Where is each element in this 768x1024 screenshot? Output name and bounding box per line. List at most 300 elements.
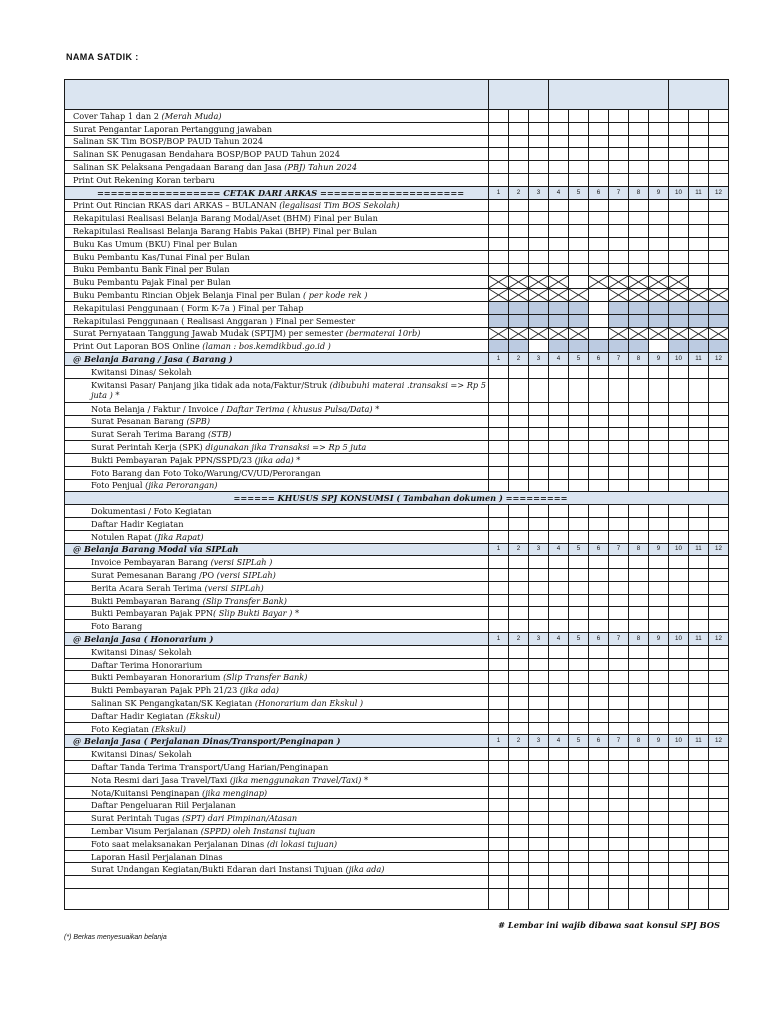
- month-checkbox-cell[interactable]: [549, 594, 569, 607]
- month-checkbox-cell[interactable]: [709, 378, 729, 402]
- month-checkbox-cell[interactable]: [669, 199, 689, 212]
- month-checkbox-cell[interactable]: [649, 594, 669, 607]
- month-checkbox-cell[interactable]: [689, 402, 709, 415]
- month-checkbox-cell[interactable]: [649, 799, 669, 812]
- month-checkbox-cell[interactable]: [569, 415, 589, 428]
- month-checkbox-cell[interactable]: [509, 466, 529, 479]
- month-checkbox-cell[interactable]: [489, 517, 509, 530]
- month-checkbox-cell[interactable]: [609, 799, 629, 812]
- month-checkbox-cell[interactable]: [689, 263, 709, 276]
- month-checkbox-cell[interactable]: [509, 517, 529, 530]
- month-checkbox-cell[interactable]: [489, 556, 509, 569]
- month-checkbox-cell[interactable]: [669, 645, 689, 658]
- month-checkbox-cell[interactable]: [649, 786, 669, 799]
- month-checkbox-cell[interactable]: [529, 697, 549, 710]
- month-checkbox-cell[interactable]: [589, 825, 609, 838]
- month-checkbox-cell[interactable]: [609, 199, 629, 212]
- month-checkbox-cell[interactable]: [549, 722, 569, 735]
- month-checkbox-cell[interactable]: [689, 225, 709, 238]
- month-checkbox-cell[interactable]: [669, 748, 689, 761]
- month-checkbox-cell[interactable]: [689, 748, 709, 761]
- month-checkbox-cell[interactable]: [569, 850, 589, 863]
- month-checkbox-cell[interactable]: [689, 250, 709, 263]
- month-checkbox-cell[interactable]: [509, 607, 529, 620]
- month-checkbox-cell[interactable]: [589, 441, 609, 454]
- month-checkbox-cell[interactable]: [609, 110, 629, 123]
- month-checkbox-cell[interactable]: [509, 556, 529, 569]
- month-checkbox-cell[interactable]: [529, 122, 549, 135]
- month-checkbox-cell[interactable]: [689, 173, 709, 186]
- month-checkbox-cell[interactable]: [529, 237, 549, 250]
- month-checkbox-cell[interactable]: [609, 402, 629, 415]
- month-checkbox-cell[interactable]: [569, 237, 589, 250]
- month-checkbox-cell[interactable]: [589, 517, 609, 530]
- month-checkbox-cell[interactable]: [569, 812, 589, 825]
- month-checkbox-cell[interactable]: [629, 594, 649, 607]
- month-checkbox-cell[interactable]: [589, 620, 609, 633]
- month-checkbox-cell[interactable]: [669, 569, 689, 582]
- month-checkbox-cell[interactable]: [549, 620, 569, 633]
- month-checkbox-cell[interactable]: [549, 148, 569, 161]
- month-checkbox-cell[interactable]: [529, 569, 549, 582]
- month-checkbox-cell[interactable]: [689, 786, 709, 799]
- month-checkbox-cell[interactable]: [529, 161, 549, 174]
- month-checkbox-cell[interactable]: [709, 594, 729, 607]
- month-checkbox-cell[interactable]: [529, 263, 549, 276]
- month-checkbox-cell[interactable]: [509, 428, 529, 441]
- month-checkbox-cell[interactable]: [629, 466, 649, 479]
- month-checkbox-cell[interactable]: [589, 530, 609, 543]
- month-checkbox-cell[interactable]: [589, 709, 609, 722]
- month-checkbox-cell[interactable]: [709, 517, 729, 530]
- month-checkbox-cell[interactable]: [609, 453, 629, 466]
- month-checkbox-cell[interactable]: [709, 466, 729, 479]
- month-checkbox-cell[interactable]: [689, 122, 709, 135]
- month-checkbox-cell[interactable]: [649, 453, 669, 466]
- month-checkbox-cell[interactable]: [529, 505, 549, 518]
- month-checkbox-cell[interactable]: [649, 135, 669, 148]
- month-checkbox-cell[interactable]: [709, 479, 729, 492]
- month-checkbox-cell[interactable]: [529, 799, 549, 812]
- month-checkbox-cell[interactable]: [569, 684, 589, 697]
- month-checkbox-cell[interactable]: [689, 148, 709, 161]
- month-checkbox-cell[interactable]: [689, 850, 709, 863]
- month-checkbox-cell[interactable]: [509, 212, 529, 225]
- month-checkbox-cell[interactable]: [589, 402, 609, 415]
- month-checkbox-cell[interactable]: [549, 428, 569, 441]
- month-checkbox-cell[interactable]: [509, 850, 529, 863]
- month-checkbox-cell[interactable]: [669, 428, 689, 441]
- month-checkbox-cell[interactable]: [529, 671, 549, 684]
- month-checkbox-cell[interactable]: [649, 761, 669, 774]
- month-checkbox-cell[interactable]: [709, 812, 729, 825]
- month-checkbox-cell[interactable]: [649, 237, 669, 250]
- month-checkbox-cell[interactable]: [589, 850, 609, 863]
- month-checkbox-cell[interactable]: [629, 173, 649, 186]
- month-checkbox-cell[interactable]: [649, 773, 669, 786]
- month-checkbox-cell[interactable]: [629, 517, 649, 530]
- month-checkbox-cell[interactable]: [649, 505, 669, 518]
- month-checkbox-cell[interactable]: [589, 173, 609, 186]
- month-checkbox-cell[interactable]: [569, 671, 589, 684]
- month-checkbox-cell[interactable]: [669, 812, 689, 825]
- month-checkbox-cell[interactable]: [649, 748, 669, 761]
- month-checkbox-cell[interactable]: [669, 122, 689, 135]
- month-checkbox-cell[interactable]: [709, 786, 729, 799]
- month-checkbox-cell[interactable]: [489, 530, 509, 543]
- month-checkbox-cell[interactable]: [709, 556, 729, 569]
- month-checkbox-cell[interactable]: [709, 263, 729, 276]
- month-checkbox-cell[interactable]: [689, 415, 709, 428]
- month-checkbox-cell[interactable]: [509, 148, 529, 161]
- month-checkbox-cell[interactable]: [589, 466, 609, 479]
- month-checkbox-cell[interactable]: [589, 607, 609, 620]
- month-checkbox-cell[interactable]: [529, 620, 549, 633]
- month-checkbox-cell[interactable]: [569, 645, 589, 658]
- month-checkbox-cell[interactable]: [529, 517, 549, 530]
- month-checkbox-cell[interactable]: [609, 161, 629, 174]
- month-checkbox-cell[interactable]: [669, 135, 689, 148]
- month-checkbox-cell[interactable]: [649, 110, 669, 123]
- month-checkbox-cell[interactable]: [529, 761, 549, 774]
- month-checkbox-cell[interactable]: [629, 250, 649, 263]
- month-checkbox-cell[interactable]: [489, 161, 509, 174]
- month-checkbox-cell[interactable]: [609, 237, 629, 250]
- month-checkbox-cell[interactable]: [609, 556, 629, 569]
- month-checkbox-cell[interactable]: [629, 671, 649, 684]
- month-checkbox-cell[interactable]: [549, 505, 569, 518]
- month-checkbox-cell[interactable]: [589, 671, 609, 684]
- month-checkbox-cell[interactable]: [549, 581, 569, 594]
- month-checkbox-cell[interactable]: [649, 225, 669, 238]
- month-checkbox-cell[interactable]: [609, 748, 629, 761]
- month-checkbox-cell[interactable]: [609, 837, 629, 850]
- month-checkbox-cell[interactable]: [549, 671, 569, 684]
- month-checkbox-cell[interactable]: [489, 250, 509, 263]
- month-checkbox-cell[interactable]: [689, 697, 709, 710]
- month-checkbox-cell[interactable]: [709, 402, 729, 415]
- month-checkbox-cell[interactable]: [649, 709, 669, 722]
- month-checkbox-cell[interactable]: [629, 428, 649, 441]
- month-checkbox-cell[interactable]: [709, 135, 729, 148]
- month-checkbox-cell[interactable]: [529, 466, 549, 479]
- month-checkbox-cell[interactable]: [489, 799, 509, 812]
- month-checkbox-cell[interactable]: [569, 402, 589, 415]
- month-checkbox-cell[interactable]: [549, 530, 569, 543]
- month-checkbox-cell[interactable]: [589, 289, 609, 302]
- month-checkbox-cell[interactable]: [669, 378, 689, 402]
- month-checkbox-cell[interactable]: [629, 415, 649, 428]
- month-checkbox-cell[interactable]: [509, 786, 529, 799]
- month-checkbox-cell[interactable]: [569, 122, 589, 135]
- month-checkbox-cell[interactable]: [509, 697, 529, 710]
- month-checkbox-cell[interactable]: [689, 556, 709, 569]
- month-checkbox-cell[interactable]: [529, 556, 549, 569]
- month-checkbox-cell[interactable]: [509, 825, 529, 838]
- month-checkbox-cell[interactable]: [569, 825, 589, 838]
- month-checkbox-cell[interactable]: [649, 837, 669, 850]
- month-checkbox-cell[interactable]: [529, 479, 549, 492]
- month-checkbox-cell[interactable]: [569, 225, 589, 238]
- month-checkbox-cell[interactable]: [689, 428, 709, 441]
- month-checkbox-cell[interactable]: [609, 684, 629, 697]
- month-checkbox-cell[interactable]: [509, 581, 529, 594]
- month-checkbox-cell[interactable]: [589, 212, 609, 225]
- month-checkbox-cell[interactable]: [669, 837, 689, 850]
- month-checkbox-cell[interactable]: [489, 212, 509, 225]
- month-checkbox-cell[interactable]: [609, 212, 629, 225]
- month-checkbox-cell[interactable]: [709, 684, 729, 697]
- month-checkbox-cell[interactable]: [689, 658, 709, 671]
- month-checkbox-cell[interactable]: [569, 761, 589, 774]
- month-checkbox-cell[interactable]: [629, 837, 649, 850]
- month-checkbox-cell[interactable]: [509, 110, 529, 123]
- month-checkbox-cell[interactable]: [609, 658, 629, 671]
- month-checkbox-cell[interactable]: [549, 466, 569, 479]
- month-checkbox-cell[interactable]: [489, 645, 509, 658]
- month-checkbox-cell[interactable]: [529, 441, 549, 454]
- month-checkbox-cell[interactable]: [609, 250, 629, 263]
- month-checkbox-cell[interactable]: [529, 415, 549, 428]
- month-checkbox-cell[interactable]: [689, 517, 709, 530]
- month-checkbox-cell[interactable]: [549, 773, 569, 786]
- month-checkbox-cell[interactable]: [689, 276, 709, 289]
- month-checkbox-cell[interactable]: [489, 402, 509, 415]
- month-checkbox-cell[interactable]: [509, 225, 529, 238]
- month-checkbox-cell[interactable]: [689, 825, 709, 838]
- month-checkbox-cell[interactable]: [549, 684, 569, 697]
- month-checkbox-cell[interactable]: [649, 148, 669, 161]
- month-checkbox-cell[interactable]: [649, 645, 669, 658]
- month-checkbox-cell[interactable]: [489, 505, 509, 518]
- month-checkbox-cell[interactable]: [629, 530, 649, 543]
- month-checkbox-cell[interactable]: [609, 645, 629, 658]
- month-checkbox-cell[interactable]: [509, 505, 529, 518]
- month-checkbox-cell[interactable]: [549, 135, 569, 148]
- month-checkbox-cell[interactable]: [569, 530, 589, 543]
- month-checkbox-cell[interactable]: [669, 453, 689, 466]
- month-checkbox-cell[interactable]: [569, 441, 589, 454]
- month-checkbox-cell[interactable]: [489, 697, 509, 710]
- month-checkbox-cell[interactable]: [689, 837, 709, 850]
- month-checkbox-cell[interactable]: [489, 378, 509, 402]
- month-checkbox-cell[interactable]: [549, 237, 569, 250]
- month-checkbox-cell[interactable]: [709, 365, 729, 378]
- month-checkbox-cell[interactable]: [489, 110, 509, 123]
- month-checkbox-cell[interactable]: [529, 684, 549, 697]
- month-checkbox-cell[interactable]: [629, 761, 649, 774]
- month-checkbox-cell[interactable]: [489, 773, 509, 786]
- month-checkbox-cell[interactable]: [609, 709, 629, 722]
- month-checkbox-cell[interactable]: [609, 135, 629, 148]
- month-checkbox-cell[interactable]: [689, 479, 709, 492]
- month-checkbox-cell[interactable]: [689, 212, 709, 225]
- month-checkbox-cell[interactable]: [669, 402, 689, 415]
- month-checkbox-cell[interactable]: [629, 365, 649, 378]
- month-checkbox-cell[interactable]: [609, 671, 629, 684]
- month-checkbox-cell[interactable]: [629, 556, 649, 569]
- month-checkbox-cell[interactable]: [509, 671, 529, 684]
- month-checkbox-cell[interactable]: [689, 671, 709, 684]
- month-checkbox-cell[interactable]: [609, 530, 629, 543]
- month-checkbox-cell[interactable]: [649, 428, 669, 441]
- month-checkbox-cell[interactable]: [649, 863, 669, 876]
- month-checkbox-cell[interactable]: [569, 722, 589, 735]
- month-checkbox-cell[interactable]: [669, 250, 689, 263]
- month-checkbox-cell[interactable]: [709, 825, 729, 838]
- month-checkbox-cell[interactable]: [709, 161, 729, 174]
- month-checkbox-cell[interactable]: [669, 722, 689, 735]
- month-checkbox-cell[interactable]: [669, 148, 689, 161]
- month-checkbox-cell[interactable]: [529, 250, 549, 263]
- month-checkbox-cell[interactable]: [569, 161, 589, 174]
- month-checkbox-cell[interactable]: [589, 250, 609, 263]
- month-checkbox-cell[interactable]: [489, 607, 509, 620]
- month-checkbox-cell[interactable]: [509, 684, 529, 697]
- month-checkbox-cell[interactable]: [589, 148, 609, 161]
- month-checkbox-cell[interactable]: [509, 569, 529, 582]
- month-checkbox-cell[interactable]: [529, 850, 549, 863]
- month-checkbox-cell[interactable]: [509, 530, 529, 543]
- month-checkbox-cell[interactable]: [629, 863, 649, 876]
- month-checkbox-cell[interactable]: [709, 607, 729, 620]
- month-checkbox-cell[interactable]: [669, 658, 689, 671]
- month-checkbox-cell[interactable]: [489, 786, 509, 799]
- month-checkbox-cell[interactable]: [609, 722, 629, 735]
- month-checkbox-cell[interactable]: [609, 441, 629, 454]
- month-checkbox-cell[interactable]: [689, 237, 709, 250]
- month-checkbox-cell[interactable]: [549, 645, 569, 658]
- month-checkbox-cell[interactable]: [609, 773, 629, 786]
- month-checkbox-cell[interactable]: [609, 517, 629, 530]
- month-checkbox-cell[interactable]: [709, 505, 729, 518]
- month-checkbox-cell[interactable]: [589, 569, 609, 582]
- month-checkbox-cell[interactable]: [489, 812, 509, 825]
- month-checkbox-cell[interactable]: [549, 569, 569, 582]
- month-checkbox-cell[interactable]: [669, 237, 689, 250]
- month-checkbox-cell[interactable]: [569, 173, 589, 186]
- month-checkbox-cell[interactable]: [489, 225, 509, 238]
- month-checkbox-cell[interactable]: [689, 607, 709, 620]
- month-checkbox-cell[interactable]: [629, 799, 649, 812]
- month-checkbox-cell[interactable]: [629, 135, 649, 148]
- month-checkbox-cell[interactable]: [509, 620, 529, 633]
- month-checkbox-cell[interactable]: [549, 173, 569, 186]
- month-checkbox-cell[interactable]: [489, 748, 509, 761]
- month-checkbox-cell[interactable]: [649, 569, 669, 582]
- month-checkbox-cell[interactable]: [489, 684, 509, 697]
- month-checkbox-cell[interactable]: [549, 786, 569, 799]
- month-checkbox-cell[interactable]: [709, 237, 729, 250]
- month-checkbox-cell[interactable]: [549, 378, 569, 402]
- month-checkbox-cell[interactable]: [689, 161, 709, 174]
- month-checkbox-cell[interactable]: [489, 441, 509, 454]
- month-checkbox-cell[interactable]: [689, 773, 709, 786]
- month-checkbox-cell[interactable]: [609, 569, 629, 582]
- month-checkbox-cell[interactable]: [529, 530, 549, 543]
- month-checkbox-cell[interactable]: [569, 466, 589, 479]
- month-checkbox-cell[interactable]: [489, 594, 509, 607]
- month-checkbox-cell[interactable]: [549, 402, 569, 415]
- month-checkbox-cell[interactable]: [569, 786, 589, 799]
- month-checkbox-cell[interactable]: [549, 479, 569, 492]
- month-checkbox-cell[interactable]: [589, 135, 609, 148]
- month-checkbox-cell[interactable]: [549, 415, 569, 428]
- month-checkbox-cell[interactable]: [569, 378, 589, 402]
- month-checkbox-cell[interactable]: [629, 237, 649, 250]
- month-checkbox-cell[interactable]: [569, 263, 589, 276]
- month-checkbox-cell[interactable]: [629, 697, 649, 710]
- month-checkbox-cell[interactable]: [709, 837, 729, 850]
- month-checkbox-cell[interactable]: [569, 365, 589, 378]
- month-checkbox-cell[interactable]: [549, 263, 569, 276]
- month-checkbox-cell[interactable]: [669, 709, 689, 722]
- month-checkbox-cell[interactable]: [609, 850, 629, 863]
- month-checkbox-cell[interactable]: [689, 799, 709, 812]
- month-checkbox-cell[interactable]: [649, 402, 669, 415]
- month-checkbox-cell[interactable]: [629, 378, 649, 402]
- month-checkbox-cell[interactable]: [669, 761, 689, 774]
- month-checkbox-cell[interactable]: [709, 697, 729, 710]
- month-checkbox-cell[interactable]: [669, 825, 689, 838]
- month-checkbox-cell[interactable]: [709, 441, 729, 454]
- month-checkbox-cell[interactable]: [569, 556, 589, 569]
- month-checkbox-cell[interactable]: [489, 122, 509, 135]
- month-checkbox-cell[interactable]: [529, 135, 549, 148]
- month-checkbox-cell[interactable]: [589, 748, 609, 761]
- month-checkbox-cell[interactable]: [569, 479, 589, 492]
- month-checkbox-cell[interactable]: [689, 645, 709, 658]
- month-checkbox-cell[interactable]: [669, 263, 689, 276]
- month-checkbox-cell[interactable]: [569, 428, 589, 441]
- month-checkbox-cell[interactable]: [669, 415, 689, 428]
- month-checkbox-cell[interactable]: [509, 122, 529, 135]
- month-checkbox-cell[interactable]: [569, 250, 589, 263]
- month-checkbox-cell[interactable]: [689, 812, 709, 825]
- month-checkbox-cell[interactable]: [509, 479, 529, 492]
- month-checkbox-cell[interactable]: [709, 110, 729, 123]
- month-checkbox-cell[interactable]: [629, 505, 649, 518]
- month-checkbox-cell[interactable]: [549, 212, 569, 225]
- month-checkbox-cell[interactable]: [669, 441, 689, 454]
- month-checkbox-cell[interactable]: [629, 684, 649, 697]
- month-checkbox-cell[interactable]: [669, 365, 689, 378]
- month-checkbox-cell[interactable]: [649, 441, 669, 454]
- month-checkbox-cell[interactable]: [569, 620, 589, 633]
- month-checkbox-cell[interactable]: [629, 722, 649, 735]
- month-checkbox-cell[interactable]: [609, 225, 629, 238]
- month-checkbox-cell[interactable]: [709, 530, 729, 543]
- month-checkbox-cell[interactable]: [589, 122, 609, 135]
- month-checkbox-cell[interactable]: [689, 761, 709, 774]
- month-checkbox-cell[interactable]: [509, 812, 529, 825]
- month-checkbox-cell[interactable]: [589, 812, 609, 825]
- month-checkbox-cell[interactable]: [509, 722, 529, 735]
- month-checkbox-cell[interactable]: [569, 110, 589, 123]
- month-checkbox-cell[interactable]: [489, 173, 509, 186]
- month-checkbox-cell[interactable]: [669, 620, 689, 633]
- month-checkbox-cell[interactable]: [589, 365, 609, 378]
- month-checkbox-cell[interactable]: [489, 825, 509, 838]
- month-checkbox-cell[interactable]: [489, 581, 509, 594]
- month-checkbox-cell[interactable]: [509, 199, 529, 212]
- month-checkbox-cell[interactable]: [649, 825, 669, 838]
- month-checkbox-cell[interactable]: [489, 148, 509, 161]
- month-checkbox-cell[interactable]: [689, 505, 709, 518]
- month-checkbox-cell[interactable]: [529, 148, 549, 161]
- month-checkbox-cell[interactable]: [589, 301, 609, 314]
- month-checkbox-cell[interactable]: [549, 658, 569, 671]
